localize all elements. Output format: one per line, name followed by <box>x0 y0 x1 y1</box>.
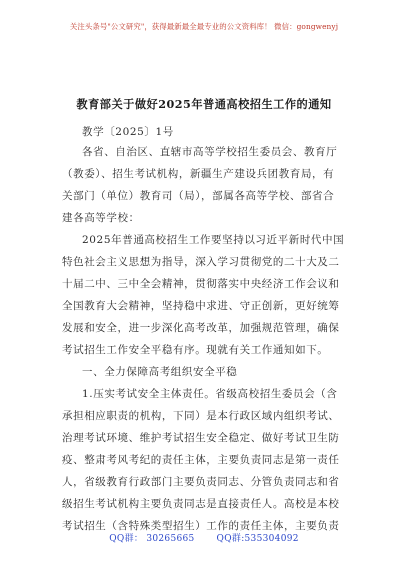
body-line-10: 考试招生工作安全平稳有序。现就有关工作通知如下。 <box>62 344 329 356</box>
body-line-2: （教委）、招生考试机构，新疆生产建设兵团教育局，有 <box>62 168 335 180</box>
document-title: 教育部关于做好2025年普通高校招生工作的通知 <box>76 97 332 111</box>
footer-qq-group-1: QQ群： 30265665 <box>109 534 195 544</box>
body-line-8: 全国教育大会精神，坚持稳中求进、守正创新，更好统筹 <box>62 300 340 312</box>
document-number: 教学〔2025〕1号 <box>82 126 174 138</box>
body-line-14: 治理考试环境、维护考试招生安全稳定、做好考试卫生防 <box>62 432 340 444</box>
body-line-18: 考试招生（含特殊类型招生）工作的责任主体，主要负责 <box>62 520 340 532</box>
body-line-4: 建各高等学校： <box>62 212 140 224</box>
body-line-17: 级招生考试机构主要负责同志是直接责任人。高校是本校 <box>62 498 340 510</box>
footer-qq-group-2: QQ群:535304092 <box>216 534 299 544</box>
header-promo-note: 关注头条号"公文研究"，获得最新最全最专业的公文资料库！ 微信：gongwenyj <box>69 22 339 31</box>
body-line-13: 承担相应职责的机构，下同）是本行政区域内组织考试、 <box>62 410 340 422</box>
body-line-9: 发展和安全，进一步深化高考改革，加强规范管理，确保 <box>62 322 340 334</box>
section-heading-1: 一、全力保障高考组织安全平稳 <box>82 366 238 378</box>
body-line-12: 1.压实考试安全主体责任。省级高校招生委员会（含 <box>82 388 338 400</box>
body-line-16: 人，省级教育行政部门主要负责同志、分管负责同志和省 <box>62 476 340 488</box>
body-line-7: 十届二中、三中全会精神，贯彻落实中央经济工作会议和 <box>62 278 340 290</box>
body-line-5: 2025年普通高校招生工作要坚持以习近平新时代中国 <box>82 234 345 246</box>
body-line-6: 特色社会主义思想为指导，深入学习贯彻党的二十大及二 <box>62 256 340 268</box>
body-line-15: 疫、整肃考风考纪的责任主体，主要负责同志是第一责任 <box>62 454 340 466</box>
footer-contact <box>0 531 408 544</box>
body-line-1: 各省、自治区、直辖市高等学校招生委员会、教育厅 <box>82 146 338 158</box>
body-line-3: 关部门（单位）教育司（局），部属各高等学校、部省合 <box>62 190 335 202</box>
